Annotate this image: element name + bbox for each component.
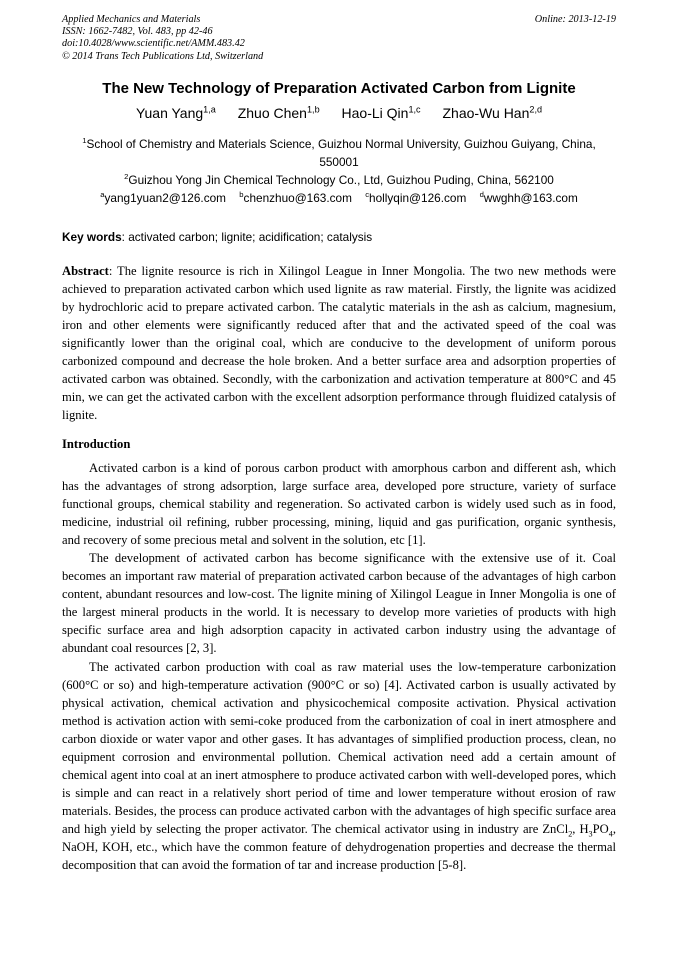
affiliation-text: School of Chemistry and Materials Science, Guizhou Normal University, Guizhou Guiyang, China, 550001: [86, 137, 596, 169]
author: [442, 105, 542, 121]
separator: ,: [572, 821, 580, 836]
author-name: Zhuo Chen: [237, 105, 307, 121]
author: [136, 105, 216, 121]
email: [100, 191, 226, 205]
paragraph: Activated carbon is a kind of porous carbon product with amorphous carbon and different ash, which has the advantages of strong adsorption, large surface area, developed pore structure, variety of surface functional groups, chemical stability and regeneration. So activated carbon is widely used such as in food, medicine, industrial oil refining, rubber processing, mining, liquid and gas purification, organic synthesis, and recovery of some precious metal and solvent in the solution, etc [1].: [62, 461, 616, 548]
email-mark: c: [365, 190, 370, 200]
author-affiliation-mark: 1,c: [408, 104, 421, 115]
affiliation-mark: 1: [82, 136, 87, 146]
email: [365, 191, 466, 205]
paragraph: The development of activated carbon has become significance with the extensive use of it. Coal becomes an important raw material of preparation activated carbon because of the advantages of high carbon content, abundant resources and low-cost. The lignite mining of Xilingol League in Inner Mongolia is one of the largest mineral products in the world. It is necessary to develop more varieties of products with high specific surface area and high adsorption capacity in activated carbon industry using the advantage of abundant coal resources [2, 3].: [62, 551, 616, 656]
author-list: [40, 104, 638, 122]
formula-h3po4: [579, 821, 613, 839]
affiliation-1: [62, 135, 616, 171]
online-date: Online: 2013-12-19: [534, 14, 616, 25]
keywords: [62, 230, 616, 244]
paragraph-text: , NaOH, KOH, etc., which have the common feature of dehydrogenation properties and decrease the thermal decomposition that can avoid the formation of tar and increase production [5-8].: [62, 821, 616, 873]
journal-name: Applied Mechanics and Materials: [62, 14, 201, 25]
affiliation-text: Guizhou Yong Jin Chemical Technology Co., Ltd, Guizhou Puding, China, 562100: [128, 173, 554, 187]
section-heading-introduction: Introduction: [62, 437, 131, 451]
abstract-text: : The lignite resource is rich in Xilingol League in Inner Mongolia. The two new methods were achieved to preparation activated carbon which used lignite as raw material. Firstly, the lignite was acidized by hydrochloric acid to prepare activated carbon. The catalytic materials in the ash as calcium, magnesium, iron and other elements were significantly reduced after that and the activated speed of the coal was significantly lower than the original coal, which are conducive to the development of uniform porous carbonized compound and decrease the hole broken. And a better surface area and adsorption properties of activated carbon was obtained. Secondly, with the carbonization and activation temperature at 800°C and 45 min, we can get the activated carbon with the excellent adsorption performance through fluidized catalysis of lignite.: [62, 264, 616, 423]
issn-line: ISSN: 1662-7482, Vol. 483, pp 42-46: [62, 26, 213, 38]
formula-zncl2: [542, 821, 573, 839]
email-address: yang1yuan2@126.com: [104, 191, 226, 205]
email-address: hollyqin@126.com: [369, 191, 467, 205]
affiliation-2: [62, 171, 616, 189]
author-affiliation-mark: 1,a: [203, 104, 216, 115]
email-list: [62, 189, 616, 207]
formula-subscript: 4: [608, 829, 613, 839]
author-name: Hao-Li Qin: [341, 105, 409, 121]
email: [480, 191, 578, 205]
abstract: [62, 262, 616, 424]
introduction-body: [62, 459, 616, 874]
author-name: Zhao-Wu Han: [442, 105, 530, 121]
keywords-label: Key words: [62, 230, 122, 244]
formula-part: PO: [592, 821, 609, 836]
author-affiliation-mark: 1,b: [306, 104, 320, 115]
author: [342, 105, 421, 121]
email-mark: d: [479, 190, 484, 200]
author-name: Yuan Yang: [135, 105, 204, 121]
email-address: wwghh@163.com: [483, 191, 578, 205]
paper-title: The New Technology of Preparation Activated Carbon from Lignite: [102, 80, 576, 97]
doi-line: doi:10.4028/www.scientific.net/AMM.483.42: [62, 38, 245, 50]
keywords-text: : activated carbon; lignite; acidification; catalysis: [121, 230, 373, 244]
abstract-label: Abstract: [62, 264, 109, 278]
paragraph: [62, 658, 616, 875]
paragraph-text: The activated carbon production with coal as raw material uses the low-temperature carbonization (600°C or so) and high-temperature activation (900°C or so) [4]. Activated carbon is usually activated by physical activation, chemical activation and physicochemical composite activation. Physical activation method is activation action with semi-coke produced from the carbonization of coal in inert atmosphere and carbon dioxide or water vapor and other gases. It has advantages of simplified production process, clean, no equipment corrosion and environmental pollution. Chemical activation need add a certain amount of chemical agent into coal at an inert atmosphere to produce activated carbon with well-developed pores, which is simple and can react in a relatively short period of time and lower temperature without erosion of raw materials. Besides, the process can produce activated carbon with the advantages of high specific surface area and high yield by selecting the proper activator. The chemical activator using in industry are: [62, 659, 616, 836]
author-affiliation-mark: 2,d: [529, 104, 543, 115]
journal-header: [62, 14, 616, 63]
affiliation-mark: 2: [124, 172, 129, 182]
email: [239, 191, 352, 205]
formula-part: ZnCl: [542, 821, 569, 836]
email-mark: b: [239, 190, 244, 200]
formula-subscript: 3: [588, 829, 593, 839]
author: [238, 105, 320, 121]
email-address: chenzhuo@163.com: [243, 191, 352, 205]
formula-subscript: 2: [568, 829, 573, 839]
copyright-line: © 2014 Trans Tech Publications Ltd, Switzerland: [62, 50, 264, 62]
email-mark: a: [100, 190, 105, 200]
formula-part: H: [579, 821, 589, 836]
